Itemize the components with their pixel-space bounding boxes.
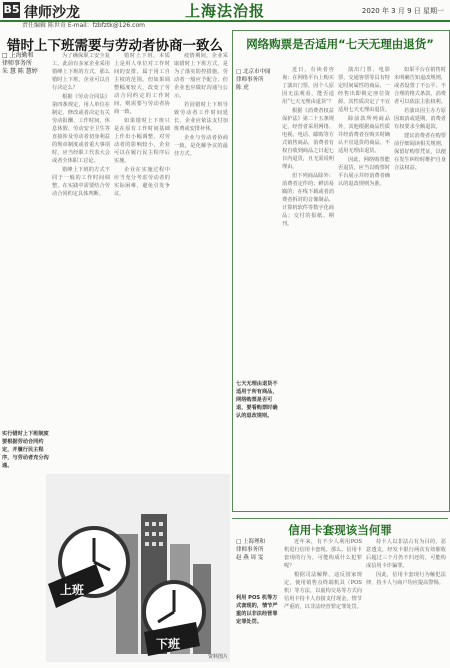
byline-line: 赵 燕 周 雯 [236, 555, 264, 561]
right-article-pullquote: 七天无理由退货不适用于所有商品，网络购票是否可退，要看购票时确认的退改规则。 [236, 381, 278, 419]
paragraph: 根据司法解释，违反国家规定，使用销售点终端机具（POS机）等方法，以虚构交易等方式向信用卡持卡人直接支付现金，情节严重的，以非法经营罪定罪处罚。 [284, 572, 362, 610]
section-title: 律师沙龙 [24, 5, 80, 21]
bottom-article-byline [236, 538, 280, 562]
byline-line: 律师事务所 [236, 77, 264, 83]
paragraph: 演出门票、电影票、交通客票等具有特定时间属性的商品，一经售出即锁定座位资源，其性质决定了不宜适用七天无理由退货。 [338, 67, 390, 113]
left-article-col3 [174, 52, 228, 470]
byline-line: 律师事务所 [236, 547, 264, 553]
right-article-byline [236, 68, 276, 92]
photo-credit: 资料图片 [207, 654, 228, 660]
paragraph: 因此，网络购票能否退货，应当以购票时平台展示并经消费者确认的退改规则为准。 [338, 157, 390, 187]
paragraph: 若因错时上下班导致劳动者工作时间延长，企业应依法支付加班费或安排补休。 [174, 102, 228, 132]
paragraph: 错时上下班，本质上是用人单位对工作时间的安排，属于用工自主权的范围。但如果调整幅度较大，改变了劳动合同约定的工作时间，则需要与劳动者协商一致。 [114, 53, 170, 115]
right-article-col1 [282, 66, 334, 506]
left-article-byline [2, 52, 50, 76]
byline-line: 陈 虎 [236, 85, 249, 91]
bottom-article-headline: 信用卡套现该当何罪 [232, 518, 448, 538]
paragraph: 疫情期间，企业采取错时上下班方式，是为了落实防控措施。劳动者一般应予配合，但企业也应做好沟通与公示。 [174, 53, 228, 99]
right-article-headline: 网络购票是否适用“七天无理由退货” [246, 37, 434, 51]
editor-line: 责任编辑 陈世奇 E-mail：fzbfztk@126.com [22, 22, 145, 29]
paragraph: 因此，信用卡套现行为触犯法律，持卡人与商户均应提高警惕。 [366, 572, 446, 586]
left-article-col1 [52, 52, 110, 470]
right-article-col3 [394, 66, 446, 506]
paragraph: 如果平台在销售时未明确告知退改规则，或者设置了不公平、不合理的格式条款，消费者可以依法主张权利。 [394, 67, 446, 105]
paragraph: 持卡人以非法占有为目的，恶意透支，经发卡银行两次有效催收后超过三个月仍不归还的，可能构成信用卡诈骗罪。 [366, 539, 446, 569]
byline-line: □ 上海勤和 [2, 52, 34, 59]
paragraph: 根据《劳动合同法》第四条规定，用人单位在制定、修改或者决定有关劳动报酬、工作时间、休息休假、劳动安全卫生等直接涉及劳动者切身利益的规章制度或者重大事项时，应当经职工代表大会或者全体职工讨论。 [52, 94, 110, 164]
right-article-col2 [338, 66, 390, 506]
paragraph: 企业在实施过程中应当充分考虑劳动者的实际困难，避免引发争议。 [114, 167, 170, 197]
clock-illustration [46, 474, 230, 662]
paragraph: 近日，有读者咨询：在网络平台上购买了演出门票，因个人原因无法观看，能否适用“七天无理由退货”？ [282, 67, 334, 105]
byline-line: 律师事务所 [2, 60, 33, 67]
tag-bottom-label: 下班 [156, 637, 181, 651]
newspaper-masthead: 上海法治报 [185, 2, 266, 20]
byline-line: □ 上海理和 [236, 539, 265, 545]
paragraph: 但下列商品除外：消费者定作的；鲜活易腐的；在线下载或者消费者拆封的音像制品、计算机软件等数字化商品；交付的报纸、期刊。 [282, 173, 334, 227]
paragraph: 错峰上下班的方式不同于一般的工作时间调整，在实践中需要结合劳动合同约定具体判断。 [52, 167, 110, 197]
bottom-article-col2 [366, 538, 446, 664]
paragraph: 根据《消费者权益保护法》第二十五条规定，经营者采用网络、电视、电话、邮购等方式销售商品，消费者有权自收到商品之日起七日内退货，且无需说明理由。 [282, 108, 334, 170]
bottom-article-col1 [284, 538, 362, 664]
paragraph: 企业与劳动者协商一致，是化解争议的最佳方式。 [174, 135, 228, 157]
paragraph: 如果错时上下班只是在原有工作时间基础上作出小幅调整，对劳动者的影响较小，企业可以在履行民主程序后实施。 [114, 118, 170, 164]
tag-top-label: 上班 [60, 583, 85, 597]
paragraph: 建议消费者在购票前仔细阅读相关规则，保留好购票凭证，以便在发生纠纷时维护自身合法权益。 [394, 133, 446, 171]
issue-date: 2020 年 3 月 9 日 星期一 [361, 7, 444, 15]
illustration-clock-buildings [46, 474, 230, 662]
byline-line: □ 北京市中闻 [236, 69, 271, 75]
bottom-article-pullquote: 利用 POS 机等方式套现的，情节严重的以非法经营罪定罪处罚。 [236, 595, 278, 625]
left-article-pullquote: 实行错时上下班制度要根据劳动合同约定，并履行民主程序，与劳动者充分沟通。 [2, 431, 49, 469]
paragraph: 除前款所列商品外，其他根据商品性质并经消费者在购买时确认不宜退货的商品，不适用无理由退货。 [338, 116, 390, 154]
page-number: B5 [3, 3, 20, 16]
paragraph: 若演出因主办方原因取消或延期，消费者有权要求全额退款。 [394, 108, 446, 130]
paragraph: 为了确保职工安全复工，此前有多家企业采用错峰上下班的方式。那么错时上下班，企业可以自行决定么？ [52, 53, 110, 91]
left-article-col2 [114, 52, 170, 470]
left-article-headline: 错时上下班需要与劳动者协商一致么 [7, 38, 223, 54]
byline-line: 朱 慧 陈 慧婷 [2, 68, 38, 75]
paragraph: 近年来，有不少人利用POS机进行信用卡套现。那么，信用卡套现的行为，可能构成什么犯罪呢？ [284, 539, 362, 569]
